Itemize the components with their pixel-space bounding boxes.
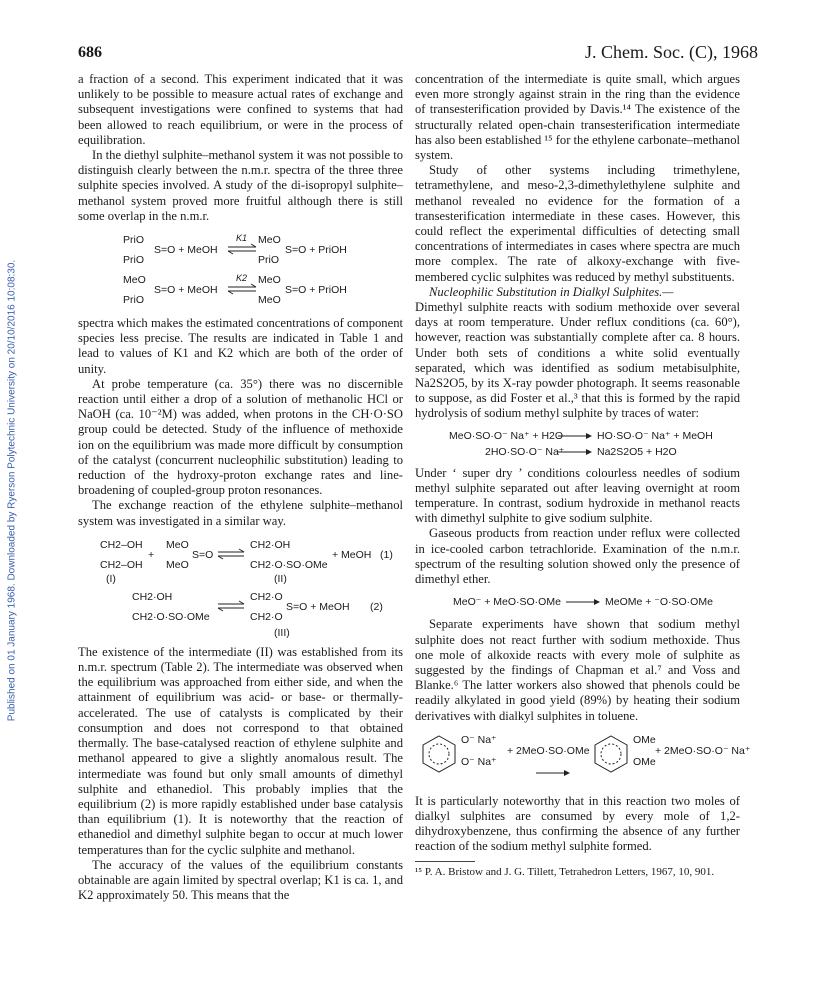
methoxide-equation: MeO⁻ + MeO·SO·OMe MeOMe + ⁻O·SO·OMe xyxy=(453,596,713,609)
left-paragraph-4: At probe temperature (ca. 35°) there was no discernible reaction until either a drop of a solution of methanolic HCl or NaOH (ca. 10⁻²M) was added, when protons in the CH·O·SO group could be detected. Study of the influence of methoxide ion on the equilibrium was made more difficult by consumption of the catalyst (concurrent nucleophilic substitution) leading to reduction of the hydroxy-proton exchange rates and line-broadening of coupled-group proton resonances. xyxy=(78,376,403,498)
equilibrium-arrow-icon xyxy=(226,243,258,255)
equilibrium-arrow-icon xyxy=(216,600,246,612)
left-paragraph-5: The exchange reaction of the ethylene sulphite–methanol system was investigated in a similar way. xyxy=(78,498,403,528)
download-notice[interactable]: Published on 01 January 1968. Downloaded by Ryerson Polytechnic University on 20/10/2016 10:08:30. xyxy=(6,259,18,722)
left-paragraph-1: a fraction of a second. This experiment indicated that it was unlikely to be possible to measure actual rates of exchange and subsequent investigations were confined to systems that had been allowed to reach equilibrium, or were in the process of equilibration. xyxy=(78,72,403,147)
left-paragraph-3: spectra which makes the estimated concentrations of component species less precise. The results are indicated in Table 1 and lead to values of K1 and K2 which are both of the order of unity. xyxy=(78,316,403,376)
right-paragraph-3: Dimethyl sulphite reacts with sodium methoxide over several days at room temperature. Under reflux conditions (ca. 60°), however, reaction was substantially complete after ca. 8 hours. Under both sets of conditions a white solid eventually separated, which was identified as sodium metabisulphite, Na2S2O5, by its X-ray powder photograph. It seems reasonable to suppose, as did Foster et al.,³ that this is formed by the rapid hydrolysis of sodium methyl sulphite by traces of water: xyxy=(415,300,740,421)
right-paragraph-7: It is particularly noteworthy that in this reaction two moles of dialkyl sulphites are consumed by every mole of 1,2-dihydroxybenzene, thus confirming the absence of any further reaction of the sodium methyl sulphite formed. xyxy=(415,793,740,854)
right-paragraph-2: Study of other systems including trimethylene, tetramethylene, and meso-2,3-dimethylethylene sulphite and methanol revealed no evidence for the formation of a transesterification intermediate in these cases. However, this could reflect the experimental difficulties of detecting small concentrations of intermediates in cases where spectra are much more complex. The rate of alkoxy-exchange with five-membered cyclic sulphites was reduced by methyl substituents. xyxy=(415,163,740,284)
left-paragraph-6: The existence of the intermediate (II) was established from its n.m.r. spectrum (Table 2). The intermediate was observed when the equilibrium was approached from either side, and when the attainment of equilibrium was acid- or base- or thermally-accelerated. The use of catalysts is complicated by their consumption and does not correspond to that obtained thermally. The base-catalysed reaction of ethylene sulphite and methanol appeared to give a slightly anomalous result. The intermediate was found but only small amounts of dimethyl sulphite and ethanediol. This probably implies that the equilibrium (2) is more rapidly established under base catalysis than equilibrium (1). It is noteworthy that the reaction of ethanediol and dimethyl sulphite began to occur at much lower temperatures than for the cyclic sulphite and methanol. xyxy=(78,644,403,857)
phenoxide-equation: O⁻ Na⁺ O⁻ Na⁺ + 2MeO·SO·OMe OMe OMe + 2MeO·SO·O⁻ Na⁺ xyxy=(415,730,740,790)
equilibrium-equations-1: PriO PriO S=O + MeOH K1 MeO PriO S=O + PriOH MeO PriO S=O + MeOH K2 MeO MeO S=O + PriOH xyxy=(123,233,347,307)
equilibrium-arrow-icon xyxy=(226,283,258,295)
equilibrium-arrow-icon xyxy=(216,548,246,560)
section-heading: Nucleophilic Substitution in Dialkyl Sulphites.— xyxy=(429,284,674,299)
reaction-arrow-icon xyxy=(565,597,601,607)
benzene-ring-icon xyxy=(591,734,631,774)
right-column xyxy=(415,72,751,879)
journal-title: J. Chem. Soc. (C), 1968 xyxy=(585,42,758,62)
benzene-ring-icon xyxy=(419,734,459,774)
right-paragraph-1: concentration of the intermediate is quite small, which argues even more strongly against strain in the ring than the evidence of transesterification provided by Davis.¹⁴ The existence of the structurally related open-chain transesterification intermediate has also been established ¹⁵ for the ethylene carbonate–methanol system. xyxy=(415,72,740,163)
left-paragraph-2: In the diethyl sulphite–methanol system it was not possible to distinguish clearly between the n.m.r. spectra of the three three sulphite species involved. A study of the di-isopropyl sulphite–methanol system proved more fruitful although there is still some overlap in the n.m.r. xyxy=(78,148,403,223)
right-paragraph-4: Under ‘ super dry ’ conditions colourless needles of sodium methyl sulphite separated out after leaving overnight at room temperature. In contrast, sodium hydroxide in methanol reacts with dimethyl sulphite to give sodium sulphite. xyxy=(415,465,740,526)
right-paragraph-5: Gaseous products from reaction under reflux were collected in ice-cooled carbon tetrachloride. Examination of the n.m.r. spectrum of the resulting solution showed only the presence of dimethyl ether. xyxy=(415,526,740,587)
hydrolysis-equations: MeO·SO·O⁻ Na⁺ + H2O HO·SO·O⁻ Na⁺ + MeOH 2HO·SO·O⁻ Na⁺ Na2S2O5 + H2O xyxy=(449,429,713,458)
page-number: 686 xyxy=(78,44,102,61)
reaction-arrow-icon xyxy=(557,447,593,457)
left-column xyxy=(78,72,403,903)
ethylene-sulphite-equations: CH2–OH CH2–OH + MeO MeO S=O CH2·OH CH2·O·SO·OMe + MeOH (1) (I) (II) CH2·OH CH2·O·SO·OMe CH2·O CH2·O S=O + MeOH (2) (III) xyxy=(100,538,393,639)
reaction-arrow-icon xyxy=(535,768,571,778)
footnote: ¹⁵ P. A. Bristow and J. G. Tillett, Tetrahedron Letters, 1967, 10, 901. xyxy=(415,865,715,878)
left-paragraph-7: The accuracy of the values of the equilibrium constants obtainable are again limited by spectral overlap; K1 is ca. 1, and K2 approximately 50. This means that the xyxy=(78,857,403,903)
reaction-arrow-icon xyxy=(557,431,593,441)
footnote-divider xyxy=(415,861,475,862)
right-paragraph-6: Separate experiments have shown that sodium methyl sulphite does not react further with sodium methoxide. Thus one mole of alkoxide reacts with every mole of sulphite as suggested by the findings of Chapman et al.⁷ and Voss and Blanke.⁶ The latter workers also showed that phenols could be readily alkylated in good yield (89%) by heating their sodium derivatives with dialkyl sulphites in toluene. xyxy=(415,617,740,723)
